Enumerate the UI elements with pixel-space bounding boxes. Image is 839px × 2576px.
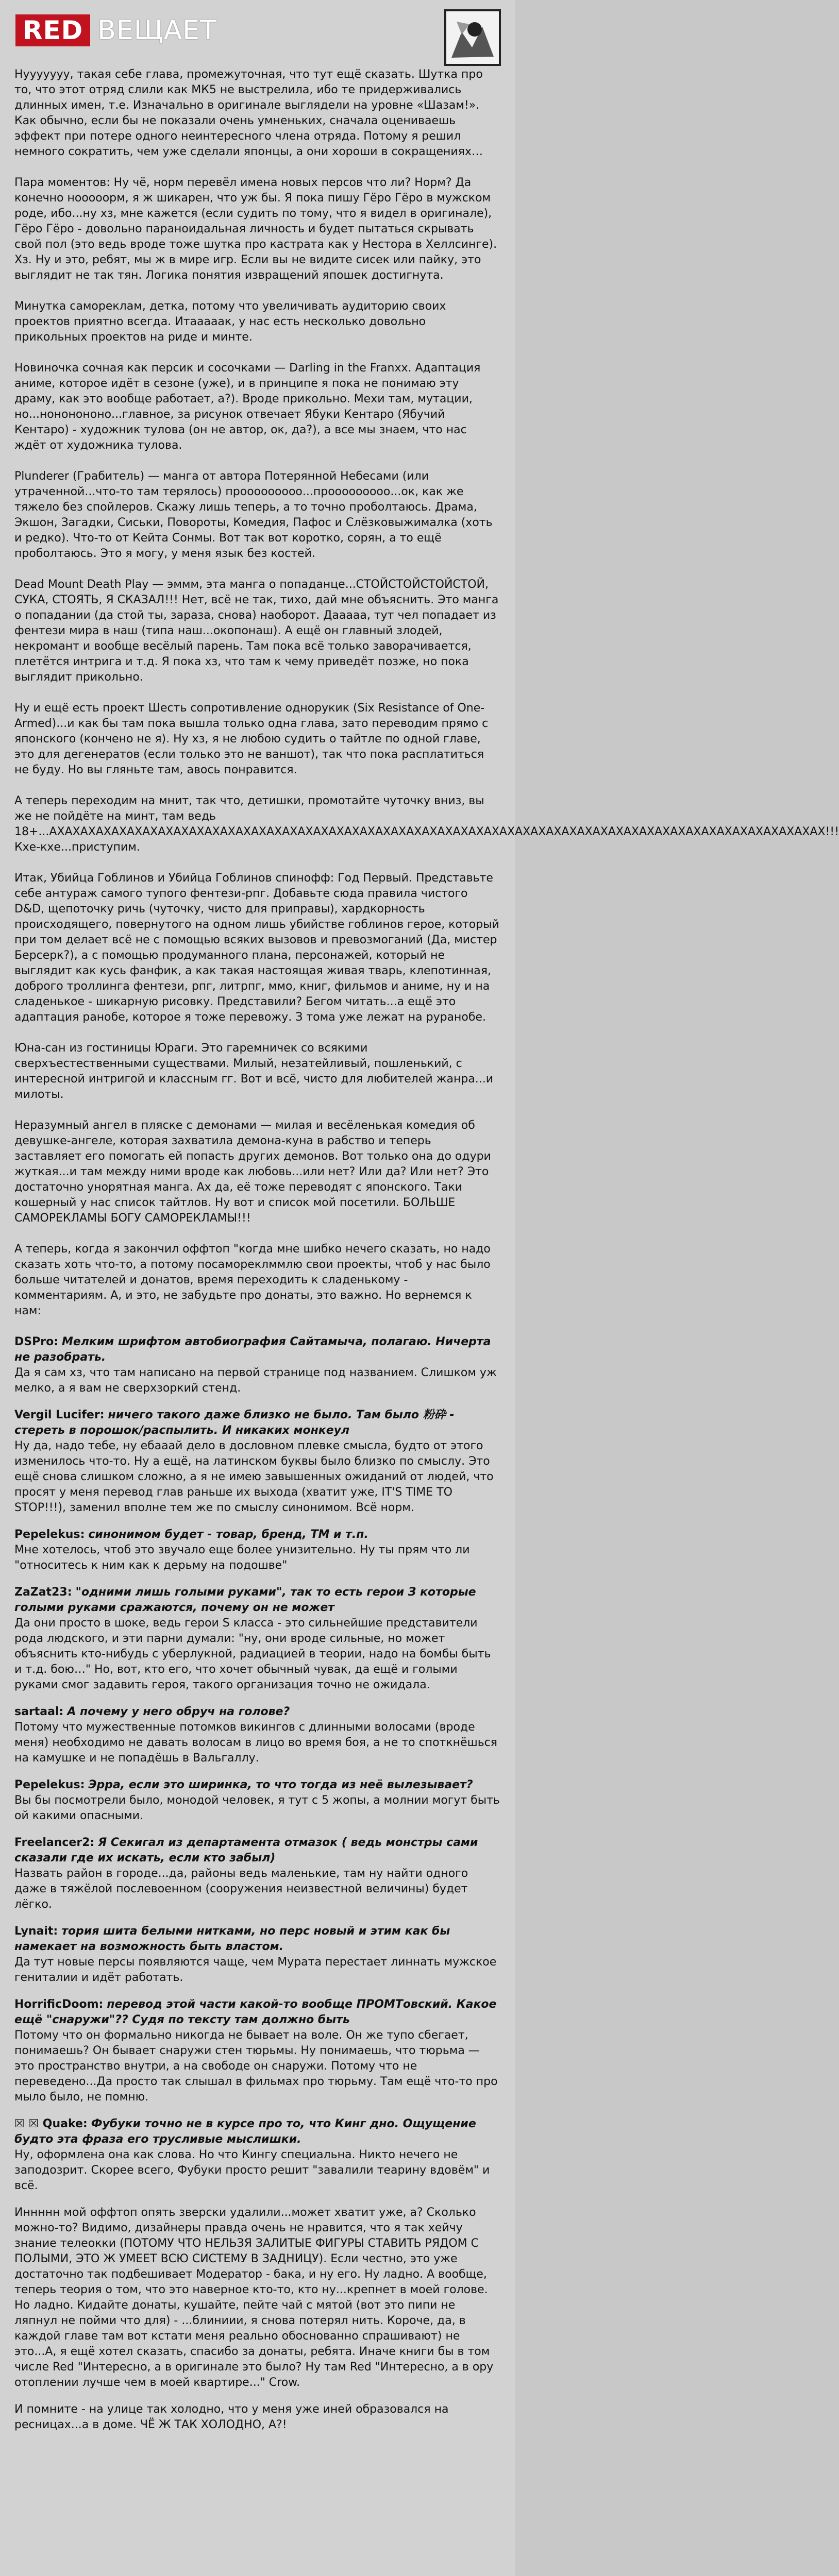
comment [14,1334,501,1396]
comment-reply: Вы бы посмотрели было, монодой человек, я тут с 5 жопы, а молнии могут быть ой какими опасными. [14,1794,500,1822]
comment-reply: Ну да, надо тебе, ну ебааай дело в дословном плевке смысла, будто от этого изменилось что-то. Ну а ещё, на латинском буквы было близко по смыслу. Это ещё снова слишком сложно, а я не имею завышенных ожиданий от людей, что просят у меня перевод глав раньше их выхода (хватит уже, IT'S TIME TO STOP!!!), заменил вполне тем же по смыслу синонимом. Всё норм. [14,1439,494,1514]
comment-text: перевод этой части какой-то вообще ПРОМТовский. Какое ещё "снаружи"?? Судя по тексту там должно быть [14,1998,497,2026]
comment-text: Я Секигал из департамента отмазок ( ведь монстры сами сказали где их искать, если кто забыл) [14,1836,478,1865]
comment-reply: И помните - на улице так холодно, что у меня уже иней образовался на ресницах...а в доме. ЧЁ Ж ТАК ХОЛОДНО, А?! [14,2403,449,2431]
comment-author: sartaal: [14,1705,64,1718]
comment-author: Freelancer2: [14,1836,95,1849]
comments [14,1334,501,2433]
paragraph: Plunderer (Грабитель) — манга от автора Потерянной Небесами (или утраченной...что-то там терялось) прооооооооо...прооооооооо...ок, как же тяжело без спойлеров. Скажу лишь теперь, а то точно проболтаюсь. Драма, Экшон, Загадки, Сиськи, Повороты, Комедия, Пафос и Слёзковыжималка (хоть и редко). Что-то от Кейта Сонмы. Вот так вот коротко, сорян, а то ещё проболтаюсь. Это я могу, у меня язык без костей. [14,470,493,560]
paragraph: Юна-сан из гостиницы Юраги. Это гаремничек со всякими сверхъестественными существами. Милый, незатейливый, пошленький, с интересной интригой и классным гг. Вот и всё, чисто для любителей жанра...и милоты. [14,1042,494,1101]
paragraph: Пара моментов: Ну чё, норм перевёл имена новых персов что ли? Норм? Да конечно нооооорм, я ж шикарен, что уж бы. Я пока пишу Гёро Гёро в мужском роде, ибо...ну хз, мне кажется (если судить по тому, что я видел в оригинале), Гёро Гёро - довольно параноидальная личность и будет пытаться скрывать свой пол (это ведь вроде тоже шутка про кастрата как у Нестора в Хеллсинге). Хз. Ну и это, ребят, мы ж в мире игр. Если вы не видите сисек или пайку, это выглядит не так тян. Логика понятия извращений япошек достигнута. [14,176,497,282]
paragraph: Итак, Убийца Гоблинов и Убийца Гоблинов спинофф: Год Первый. Представьте себе антураж самого тупого фентези-рпг. Добавьте сюда правила чистого D&D, щепоточку ричь (чуточку, чисто для приправы), хардкорность происходящего, повернутого на одном лишь убийстве гоблинов герое, который при том делает всё не с помощью всяких вызовов и превозмоганий (Да, мистер Берсерк?), а с помощью продуманного плана, персонажей, который не выглядит как кусь фанфик, а как такая настоящая живая тварь, клепотинная, доброго троллинга фентези, рпг, литрпг, ммо, книг, фильмов и аниме, ну и на сладенькое - шикарную рисовку. Представили? Бегом читать...а ещё это адаптация ранобе, которое я тоже перевожу. З тома уже лежат на руранобе. [14,872,499,1024]
comment-text: А почему у него обруч на голове? [67,1705,290,1718]
content [14,67,839,2444]
comment-reply: Да они просто в шоке, ведь герои S класса - это сильнейшие представители рода людского, и эти парни думали: "ну, они вроде сильные, но может объяснить кто-нибудь с уберлукной, радиацией в теории, надо на бомбы быть и т.д. бою…" Но, вот, кто его, что хочет обычный чувак, да ещё и голыми руками смог задавить героя, такого организация точно не ожидала. [14,1617,491,1691]
comment [14,2116,501,2194]
paragraph: Минутка самореклам, детка, потому что увеличивать аудиторию своих проектов приятно всегда. Итааааак, у нас есть несколько довольно прикольных проектов на риде и минте. [14,300,446,344]
comment-text: ничего такого даже близко не было. Там было 粉砕 - стереть в порошок/распылить. И никаких монкеул [14,1409,455,1437]
avatar [444,9,501,66]
comment-reply: Назвать район в городе...да, районы ведь маленькие, там ну найти одного даже в тяжёлой послевоенном (сооружения неизвестной величины) будет лёгко. [14,1867,468,1911]
comment [14,1527,501,1573]
paragraph: А теперь переходим на мнит, так что, детишки, промотайте чуточку вниз, вы же не пойдёте на минт, там ведь 18+...АХАХАХАХАХАХАХАХАХАХАХАХАХАХАХАХАХАХАХАХАХАХАХАХАХАХАХАХАХАХАХАХАХАХАХАХАХАХАХАХАХАХАХАХАХАХАХАХАХАХ!!! Кхе-кхе...приступим. [14,794,839,854]
comment [14,1777,501,1824]
paragraph: Неразумный ангел в пляске с демонами — милая и весёленькая комедия об девушке-ангеле, которая захватила демона-куна в рабство и теперь заставляет его помогать ей попасть других демонов. Вот только она до одури жуткая...и там между ними вроде как любовь...или нет? Или да? Или нет? Это достаточно унорятная манга. Ах да, её тоже переводят с японского. Таки кошерный у нас список тайтлов. Ну вот и список мой посетили. БОЛЬШЕ САМОРЕКЛАМЫ БОГУ САМОРЕКЛАМЫ!!! [14,1119,491,1225]
comment-author: Vergil Lucifer: [14,1409,105,1421]
comment [14,1704,501,1766]
paragraph: Ну и ещё есть проект Шесть сопротивление однорукик (Six Resistance of One-Armed)...и как бы там пока вышла только одна глава, зато переводим прямо с японского (кончено не я). Ну хз, я не любою судить о тайтле по одной главе, это для дегенератов (если только это не ваншот), так что пока расплатиться не буду. Но вы гляньте там, авось понравится. [14,702,489,776]
comment-text: Фубуки точно не в курсе про то, что Кинг дно. Ощущение будто эта фраза его трусливые мыслишки. [14,2117,476,2146]
logo [15,14,217,46]
comment-reply: Потому что он формально никогда не бывает на воле. Он же тупо сбегает, понимаешь? Он бывает снаружи стен тюрьмы. Ну понимаешь, что тюрьма — это пространство внутри, а на свободе он снаружи. Потому что не переведено...Да просто так слышал в фильмах про тюрьму. Там ещё что-то про мыло было, не помню. [14,2029,498,2104]
paragraph: Нууууууу, такая себе глава, промежуточная, что тут ещё сказать. Шутка про то, что этот отряд слили как МК5 не выстрелила, ибо те придерживались длинных имен, т.е. Изначально в оригинале выглядели на уровне «Шазам!». Как обычно, если бы не показали очень умненьких, сначала оцениваешь эффект при потере одного неинтересного члена отряда. Потому я решил немного сократить, чем уже сделали японцы, а они хороши в сокращениях… [14,68,483,158]
paragraph: Dead Mount Death Play — эммм, эта манга о попаданце...СТОЙСТОЙСТОЙСТОЙ, СУКА, СТОЯТЬ, Я СКАЗАЛ!!! Нет, всё не так, тихо, дай мне объяснить. Это манга о попадании (да стой ты, зараза, снова) наоборот. Дааааа, тут чел попадает из фентези мира в наш (типа наш...окопонаш). А ещё он главный злодей, некромант и вообще весёлый парень. Там пока всё только заворачивается, плетётся интрига и т.д. Я пока хз, что там к чему приведёт позже, но пока выглядит прикольно. [14,578,499,684]
manga-panel-icon [446,11,499,64]
comment-reply: Ну, оформлена она как слова. Но что Кингу специальна. Никто нечего не заподозрит. Скорее всего, Фубуки просто решит "завалили теарину вдовём" и всё. [14,2148,490,2192]
paragraph: Новиночка сочная как персик и сосочками — Darling in the Franxx. Адаптация аниме, которое идёт в сезоне (уже), и в принципе я пока не понимаю эту драму, как это вообще работает, а?). Вроде прикольно. Мехи там, мутации, но...нононононо...главное, за рисунок отвечает Ябуки Кентаро (Ябучий Кентаро) - художник тулова (он не автор, ок, да?), а все мы знаем, что нас ждёт от художника тулова. [14,362,481,452]
comment-author: Pepelekus: [14,1778,85,1791]
comment-reply: Да тут новые персы появляются чаще, чем Мурата перестает линнать мужское гениталии и идёт работать. [14,1956,497,1984]
comment [14,2402,501,2433]
comment-text: тория шита белыми нитками, но перс новый и этим как бы намекает на возможность быть властом. [14,1925,450,1953]
comment-reply: Иннннн мой оффтоп опять зверски удалили...может хватит уже, а? Сколько можно-то? Видимо, дизайнеры правда очень не нравится, что я так хейчу знание телеокки (ПОТОМУ ЧТО НЕЛЬЗЯ ЗАЛИТЫЕ ФИГУРЫ СТАВИТЬ РЯДОМ С ПОЛЫМИ, ЭТО Ж УМЕЕТ ВСЮ СИСТЕМУ В ЗАДНИЦУ). Если честно, это уже достаточно так подбешивает Модератор - бака, и ну его. Ну ладно. А вообще, теперь теория о том, что это наверное кто-то, кто ну...крепнет в моей голове. Но ладно. Кидайте донаты, кушайте, пейте чай с мятой (вот это пипи не ляпнул не пойми что для) - ...блиниии, я снова потерял нить. Короче, да, в каждой главе там вот кстати меня реально обоснованно спрашивают) не это...А, я ещё хотел сказать, спасибо за донаты, ребята. Иначе книги бы в том числе Red "Интересно, а в оригинале это было? Ну там Red "Интересно, а в ору отоплении лучше чем в моей квартире..." Crow. [14,2206,494,2389]
comment-author: Pepelekus: [14,1528,85,1541]
comment [14,1924,501,1986]
comment-text: "одними лишь голыми руками", так то есть герои З которые голыми руками сражаются, почему он не может [14,1586,476,1614]
comment-reply: Да я сам хз, что там написано на первой странице под названием. Слишком уж мелко, а я вам не сверхзоркий стенд. [14,1366,497,1395]
comment-text: Эрра, если это ширинка, то что тогда из неё вылезывает? [88,1778,473,1791]
comment [14,1408,501,1516]
comment-text: Мелким шрифтом автобиография Сайтамыча, полагаю. Ничерта не разобрать. [14,1335,491,1364]
logo-rest: ВЕЩАЕТ [97,15,217,46]
logo-red: RED [15,14,90,46]
comment-author: ☒ ☒ Quake: [14,2117,88,2130]
comment [14,2205,501,2391]
comment [14,1997,501,2105]
comment-author: HorrificDoom: [14,1998,104,2011]
comment-reply: Потому что мужественные потомков викингов с длинными волосами (вроде меня) необходимо не давать волосам в лицо во время боя, а не то споткнёшься на камушке и не попадёшь в Вальгаллу. [14,1721,497,1765]
comment-text: синонимом будет - товар, бренд, ТМ и т.п. [88,1528,368,1541]
comment-author: DSPro: [14,1335,58,1348]
comment-author: ZaZat23: [14,1586,72,1599]
comment [14,1585,501,1693]
header [0,0,515,62]
paragraph: А теперь, когда я закончил оффтоп "когда мне шибко нечего сказать, но надо сказать хоть что-то, а потому посамореклммлю свои проекты, чтоб у нас было больше читателей и донатов, время переходить к сладенькому - комментариям. А, и это, не забудьте про донаты, это важно. Но вернемся к нам: [14,1243,491,1317]
comment-reply: Мне хотелось, чтоб это звучало еще более унизительно. Ну ты прям что ли "относитесь к ним как к дерьму на подошве" [14,1544,470,1572]
comment [14,1835,501,1912]
comment-author: Lynait: [14,1925,58,1938]
